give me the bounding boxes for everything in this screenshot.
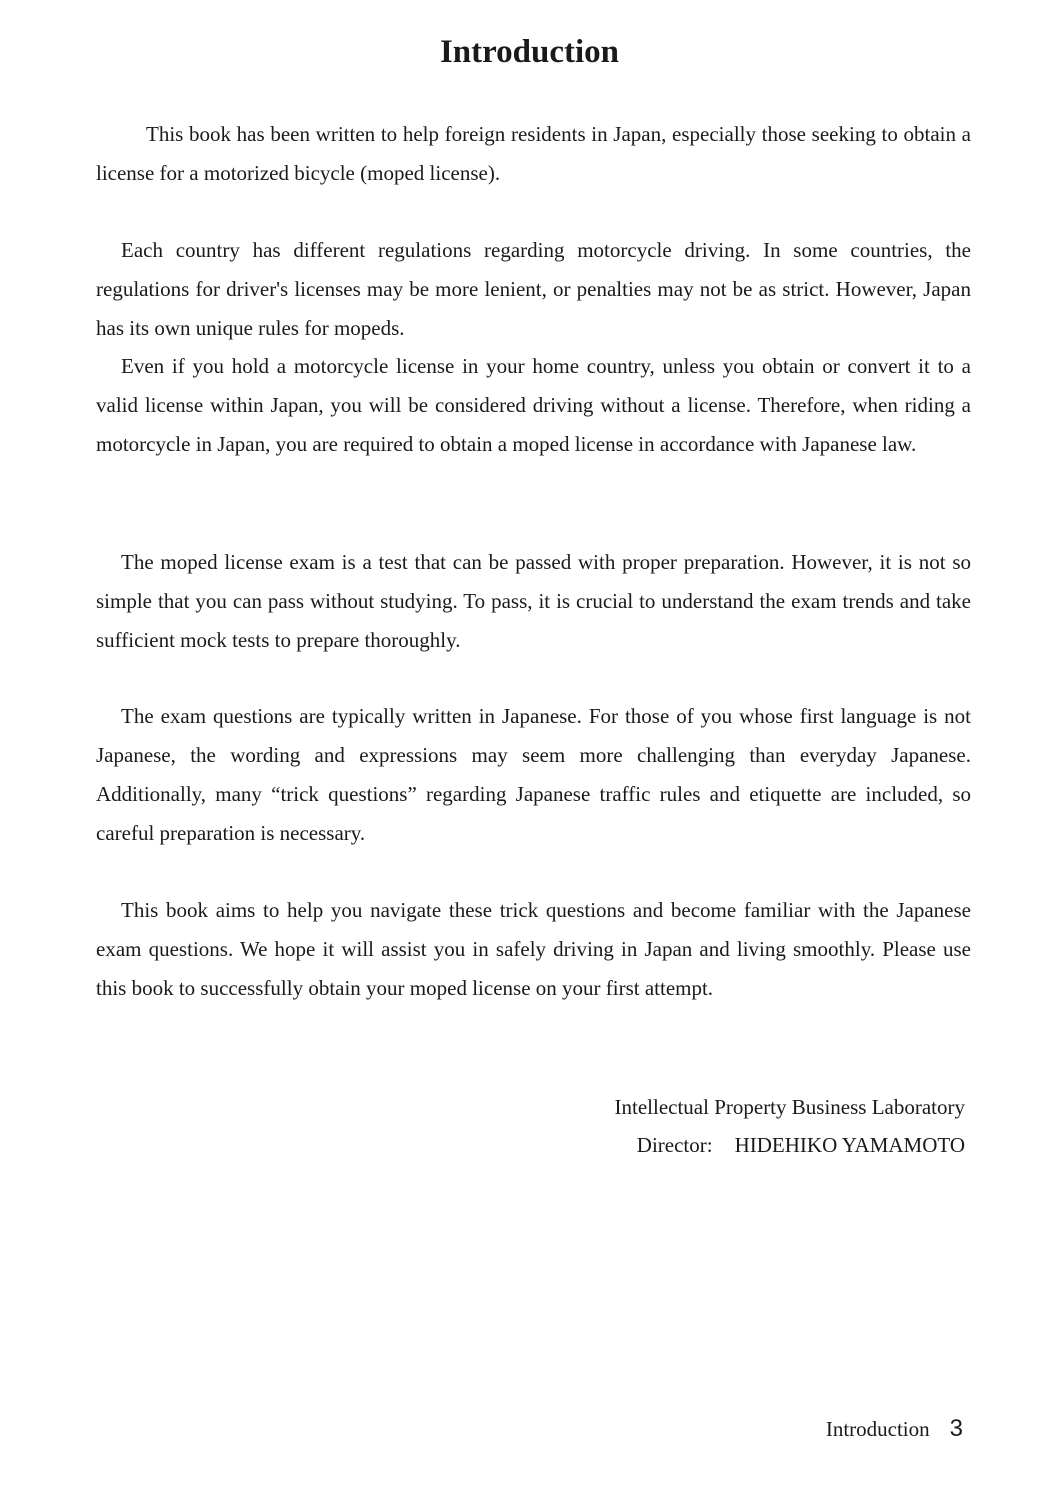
page-title: Introduction <box>439 34 620 70</box>
signature-role-label: Director: <box>636 1133 713 1157</box>
signature-block <box>615 1088 966 1164</box>
intro-paragraph-1: This book has been written to help foreign residents in Japan, especially those seeking to obtain a license for a motorized bicycle (moped license). <box>96 122 971 185</box>
intro-paragraph-3: Even if you hold a motorcycle license in your home country, unless you obtain or convert it to a valid license within Japan, you will be considered driving without a license. Therefore, when riding a motorcycle in Japan, you are required to obtain a moped license in accordance with Japanese law. <box>96 354 971 456</box>
signature-organization: Intellectual Property Business Laboratory <box>614 1095 965 1119</box>
footer-section-label: Introduction <box>825 1417 930 1441</box>
intro-paragraph-2: Each country has different regulations regarding motorcycle driving. In some countries, the regulations for driver's licenses may be more lenient, or penalties may not be as strict. However, Japan has its own unique rules for mopeds. <box>96 238 971 340</box>
intro-paragraph-5: The exam questions are typically written in Japanese. For those of you whose first language is not Japanese, the wording and expressions may seem more challenging than everyday Japanese. Additionally, many “trick questions” regarding Japanese traffic rules and etiquette are included, so careful preparation is necessary. <box>96 704 971 845</box>
intro-paragraph-6: This book aims to help you navigate these trick questions and become familiar with the Japanese exam questions. We hope it will assist you in safely driving in Japan and living smoothly. Please use this book to successfully obtain your moped license on your first attempt. <box>96 898 971 1000</box>
signature-name: HIDEHIKO YAMAMOTO <box>734 1133 965 1157</box>
signature-director-line <box>615 1126 966 1164</box>
intro-paragraph-4: The moped license exam is a test that can be passed with proper preparation. However, it is not so simple that you can pass without studying. To pass, it is crucial to understand the exam trends and take sufficient mock tests to prepare thoroughly. <box>96 550 971 652</box>
page-footer <box>826 1414 963 1444</box>
page-number: 3 <box>949 1415 963 1442</box>
